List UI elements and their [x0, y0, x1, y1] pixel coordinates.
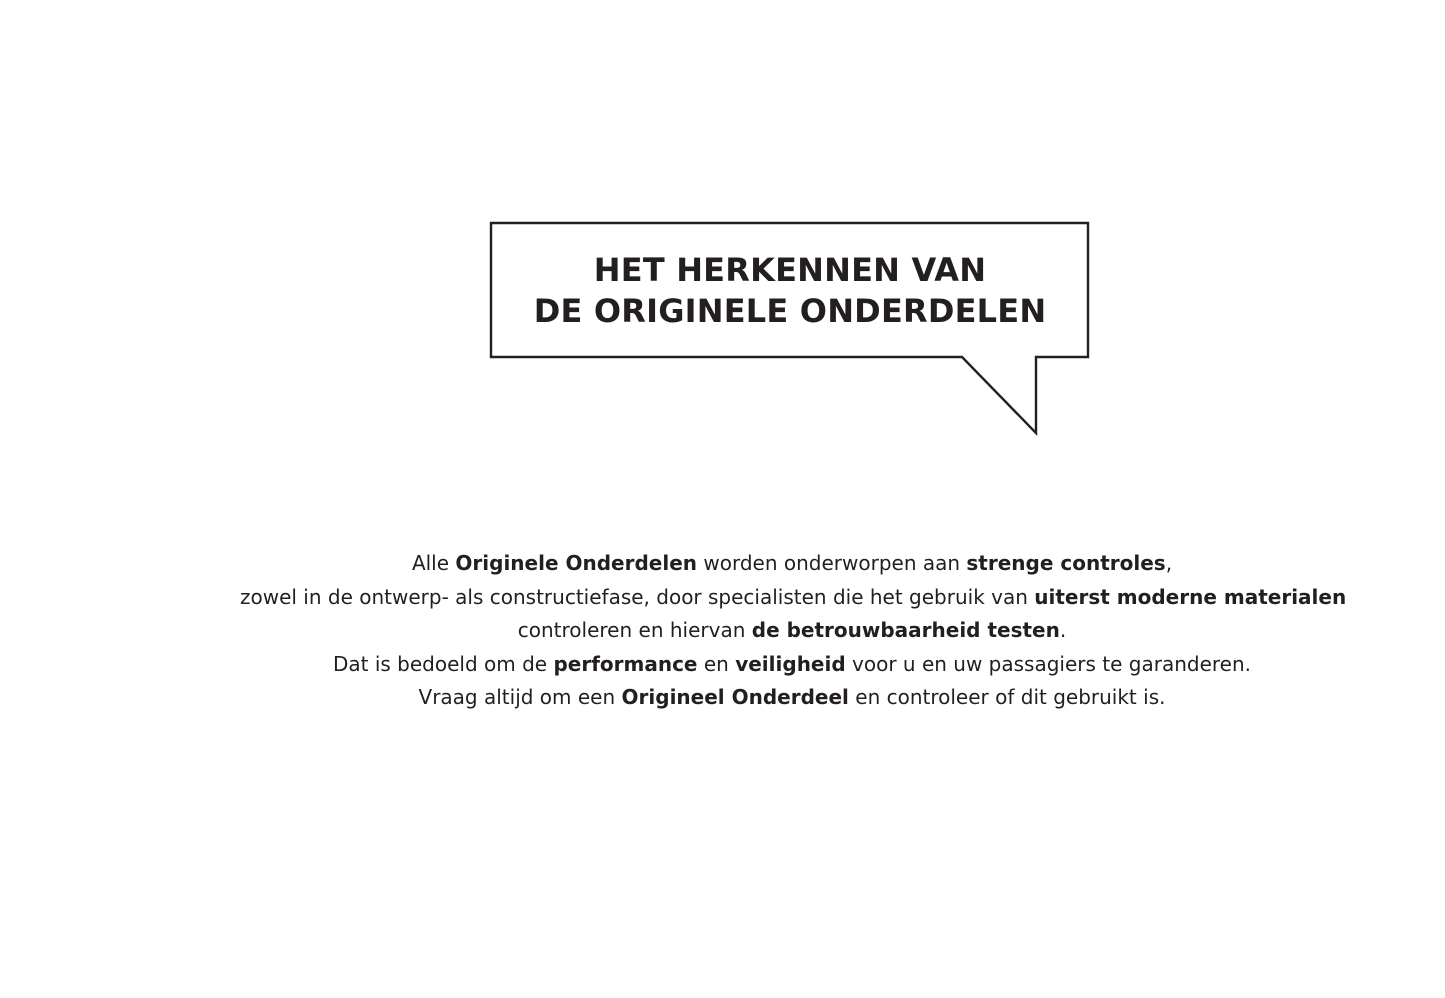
text-run: ,: [1165, 551, 1173, 575]
text-run: Alle: [411, 551, 456, 575]
title-line-2: DE ORIGINELE ONDERDELEN: [533, 292, 1047, 330]
paragraph-line-4: [240, 648, 1344, 682]
emphasis-performance: performance: [553, 651, 698, 676]
title-line-1: HET HERKENNEN VAN: [593, 251, 987, 289]
emphasis-safety: veiligheid: [735, 651, 846, 676]
text-run: Vraag altijd om een: [418, 685, 622, 709]
emphasis-strict-controls: strenge controles: [966, 551, 1166, 575]
text-run: .: [1059, 618, 1067, 642]
paragraph-line-5: [240, 681, 1344, 715]
speech-bubble: [488, 220, 1094, 438]
intro-paragraph: [240, 547, 1347, 715]
text-run: zowel in de ontwerp- als constructiefase, door specialisten die het gebruik van: [240, 584, 1035, 609]
text-run: worden onderworpen aan: [697, 551, 967, 575]
text-run: Dat is bedoeld om de: [332, 651, 554, 676]
text-run: en controleer of dit gebruikt is.: [848, 685, 1166, 709]
text-run: en: [697, 651, 736, 676]
emphasis-modern-materials: uiterst moderne materialen: [1034, 584, 1347, 609]
emphasis-original-parts: Originele Onderdelen: [455, 551, 698, 575]
emphasis-original-part: Origineel Onderdeel: [621, 685, 849, 709]
emphasis-reliability: de betrouwbaarheid testen: [751, 618, 1060, 642]
page-title: [488, 250, 1092, 332]
text-run: controleren en hiervan: [517, 618, 752, 642]
text-run: voor u en uw passagiers te garanderen.: [845, 651, 1252, 676]
paragraph-line-2: [240, 581, 1347, 615]
paragraph-line-3: [240, 614, 1344, 648]
paragraph-line-1: [240, 547, 1344, 581]
